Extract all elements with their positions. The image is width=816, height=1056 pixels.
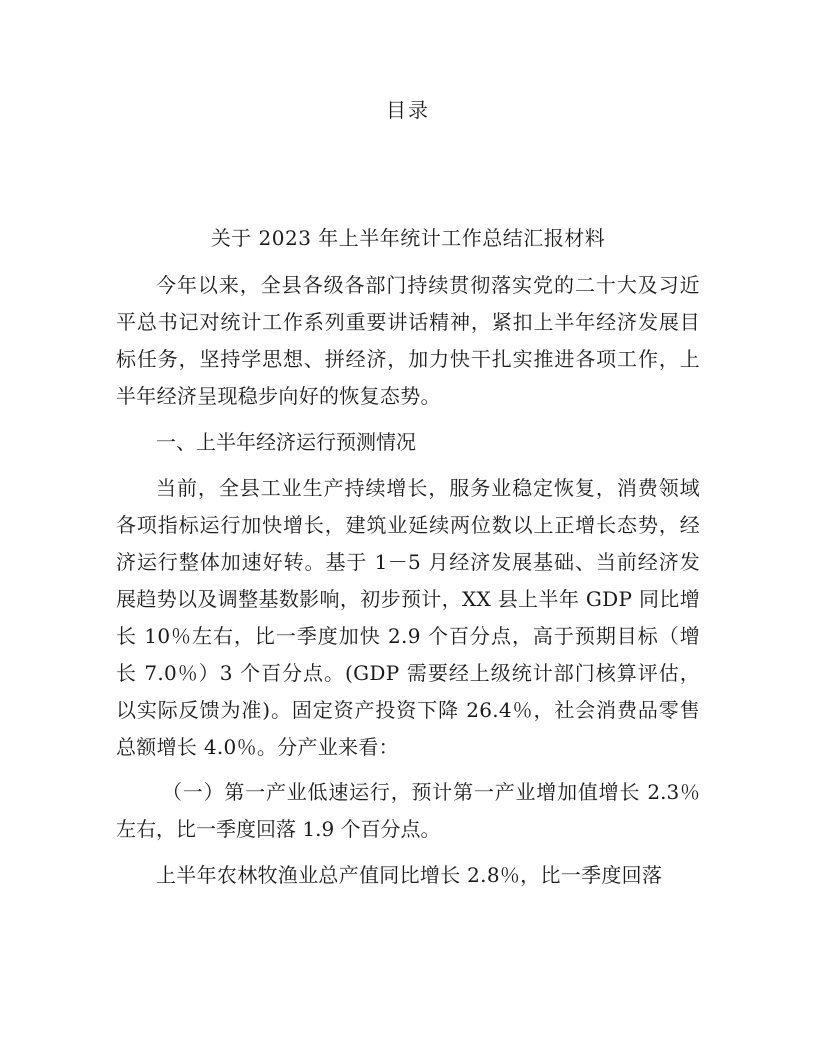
toc-title: 目录: [386, 98, 430, 122]
intro-paragraph: 今年以来，全县各级各部门持续贯彻落实党的二十大及习近平总书记对统计工作系列重要讲话精神，紧扣上半年经济发展目标任务，坚持学思想、拼经济，加力快干扎实推进各项工作，上半年经济呈现稳步向好的恢复态势。: [116, 273, 700, 408]
section-heading-1: 一、上半年经济运行预测情况: [156, 430, 416, 454]
document-body: [116, 267, 700, 894]
subsection-heading-1: （一）第一产业低速运行，预计第一产业增加值增长 2.3％左右，比一季度回落 1.9 个百分点。: [116, 780, 700, 841]
section-1-paragraph: 当前，全县工业生产持续增长，服务业稳定恢复，消费领域各项指标运行加快增长，建筑业延续两位数以上正增长态势，经济运行整体加速好转。基于 1－5 月经济发展基础、当前经济发展趋势以及调整基数影响，初步预计，XX 县上半年 GDP 同比增长 10％左右，比一季度加快 2.9 个百分点，高于预期目标（增长 7.0％）3 个百分点。(GDP 需要经上级统计部门核算评估，以实际反馈为准)。固定资产投资下降 26.4％，社会消费品零售总额增长 4.0％。分产业来看：: [116, 476, 700, 759]
document-title: 关于 2023 年上半年统计工作总结汇报材料: [210, 226, 606, 250]
subsection-1-paragraph: 上半年农林牧渔业总产值同比增长 2.8％，比一季度回落: [156, 863, 663, 887]
